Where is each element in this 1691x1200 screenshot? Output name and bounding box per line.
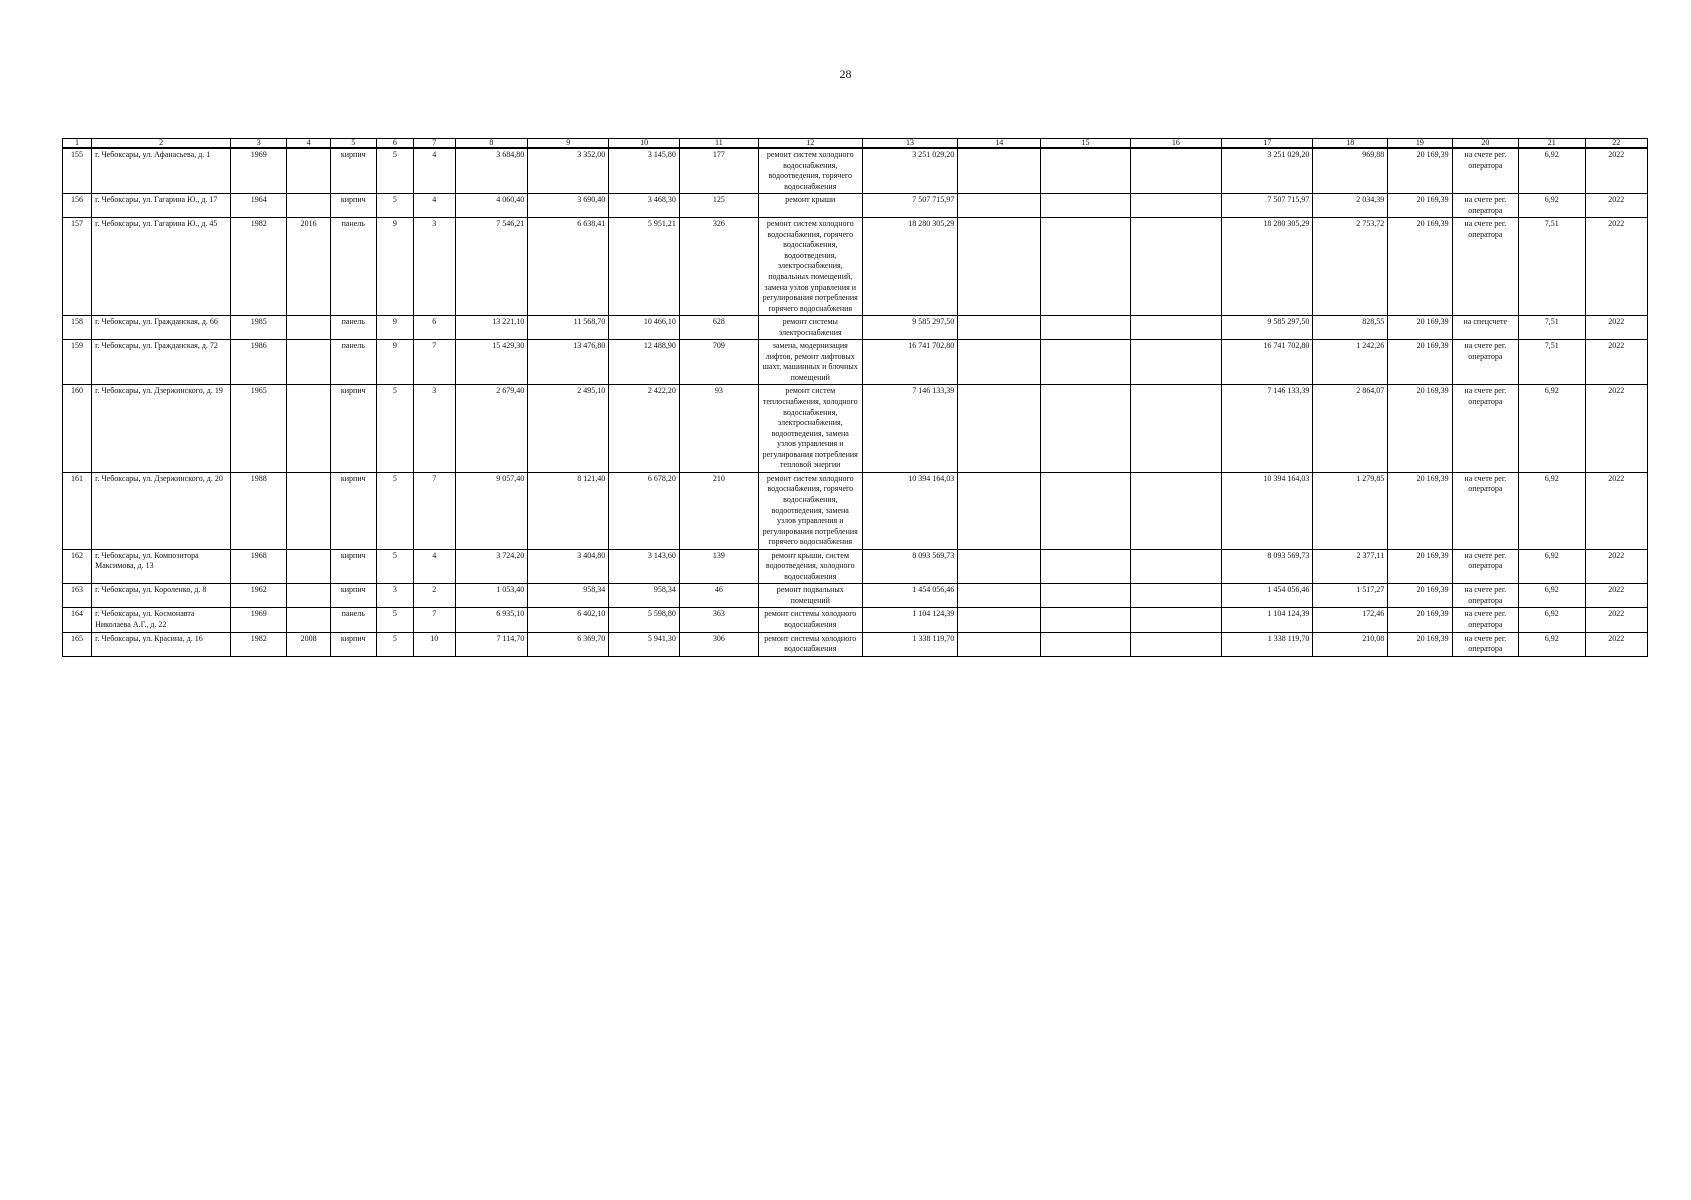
row-number-cell: 156	[63, 194, 92, 218]
wall-material-cell: кирпич	[330, 148, 376, 194]
address-cell: г. Чебоксары, ул. Афанасьева, д. 1	[92, 148, 231, 194]
address-cell: г. Чебоксары, ул. Композитора Максимова, д. 13	[92, 549, 231, 584]
empty-cell	[1130, 632, 1221, 656]
residential-area-cell: 3 143,60	[609, 549, 680, 584]
residents-cell: 628	[679, 316, 758, 340]
empty-cell	[958, 148, 1041, 194]
premises-area-cell: 6 369,70	[528, 632, 609, 656]
empty-cell	[958, 218, 1041, 316]
column-number-header: 2	[92, 139, 231, 149]
total-area-cell: 1 053,40	[455, 584, 528, 608]
empty-cell	[958, 608, 1041, 632]
plan-year-cell: 2022	[1585, 549, 1647, 584]
total-cost-cell: 1 104 124,39	[862, 608, 958, 632]
entrances-cell: 4	[414, 148, 456, 194]
wall-material-cell: кирпич	[330, 549, 376, 584]
total-area-cell: 4 060,40	[455, 194, 528, 218]
total-area-cell: 13 221,10	[455, 316, 528, 340]
owner-funds-cell: 8 093 569,73	[1222, 549, 1313, 584]
premises-area-cell: 8 121,40	[528, 472, 609, 549]
column-number-header: 15	[1041, 139, 1130, 149]
row-number-cell: 161	[63, 472, 92, 549]
plan-year-cell: 2022	[1585, 608, 1647, 632]
empty-cell	[1041, 148, 1130, 194]
unit-cost-cell: 210,08	[1313, 632, 1388, 656]
year-overhaul-cell: 2016	[287, 218, 331, 316]
year-overhaul-cell	[287, 472, 331, 549]
year-built-cell: 1968	[231, 549, 287, 584]
residential-area-cell: 10 466,10	[609, 316, 680, 340]
fund-source-cell: на счете рег. оператора	[1452, 194, 1518, 218]
residential-area-cell: 5 951,21	[609, 218, 680, 316]
address-cell: г. Чебоксары, ул. Дзержинского, д. 19	[92, 385, 231, 472]
wall-material-cell: кирпич	[330, 632, 376, 656]
table-row	[63, 472, 1648, 549]
plan-year-cell: 2022	[1585, 316, 1647, 340]
address-cell: г. Чебоксары, ул. Гражданская, д. 72	[92, 340, 231, 385]
total-cost-cell: 1 338 119,70	[862, 632, 958, 656]
owner-funds-cell: 3 251 029,20	[1222, 148, 1313, 194]
empty-cell	[958, 194, 1041, 218]
works-cell: ремонт крыши, систем водоотведения, холодного водоснабжения	[758, 549, 862, 584]
row-number-cell: 157	[63, 218, 92, 316]
row-number-cell: 165	[63, 632, 92, 656]
residents-cell: 125	[679, 194, 758, 218]
table-row	[63, 340, 1648, 385]
empty-cell	[1130, 194, 1221, 218]
floors-cell: 5	[376, 148, 413, 194]
table-row	[63, 385, 1648, 472]
owner-funds-cell: 1 454 056,46	[1222, 584, 1313, 608]
table-row	[63, 218, 1648, 316]
column-number-header: 21	[1519, 139, 1585, 149]
year-overhaul-cell	[287, 385, 331, 472]
year-built-cell: 1985	[231, 316, 287, 340]
premises-area-cell: 3 690,40	[528, 194, 609, 218]
year-built-cell: 1982	[231, 218, 287, 316]
plan-year-cell: 2022	[1585, 148, 1647, 194]
total-cost-cell: 7 146 133,39	[862, 385, 958, 472]
premises-area-cell: 3 404,80	[528, 549, 609, 584]
contribution-cell: 7,51	[1519, 316, 1585, 340]
max-unit-cost-cell: 20 169,39	[1388, 472, 1452, 549]
column-number-header: 8	[455, 139, 528, 149]
max-unit-cost-cell: 20 169,39	[1388, 194, 1452, 218]
empty-cell	[1130, 218, 1221, 316]
works-cell: ремонт систем теплоснабжения, холодного водоснабжения, электроснабжения, водоотведения, замена узлов управления и регулирования потребления тепловой энергии	[758, 385, 862, 472]
empty-cell	[1041, 472, 1130, 549]
entrances-cell: 6	[414, 316, 456, 340]
year-built-cell: 1965	[231, 385, 287, 472]
entrances-cell: 2	[414, 584, 456, 608]
table-row	[63, 194, 1648, 218]
fund-source-cell: на счете рег. оператора	[1452, 218, 1518, 316]
premises-area-cell: 2 495,10	[528, 385, 609, 472]
capital-repair-table	[62, 138, 1648, 657]
floors-cell: 5	[376, 472, 413, 549]
year-built-cell: 1988	[231, 472, 287, 549]
empty-cell	[958, 340, 1041, 385]
column-number-header: 1	[63, 139, 92, 149]
floors-cell: 5	[376, 608, 413, 632]
owner-funds-cell: 1 104 124,39	[1222, 608, 1313, 632]
total-cost-cell: 10 394 164,03	[862, 472, 958, 549]
total-area-cell: 7 546,21	[455, 218, 528, 316]
entrances-cell: 7	[414, 340, 456, 385]
plan-year-cell: 2022	[1585, 385, 1647, 472]
empty-cell	[1130, 316, 1221, 340]
residential-area-cell: 3 468,30	[609, 194, 680, 218]
year-built-cell: 1969	[231, 608, 287, 632]
column-number-header: 9	[528, 139, 609, 149]
max-unit-cost-cell: 20 169,39	[1388, 608, 1452, 632]
total-area-cell: 15 429,30	[455, 340, 528, 385]
contribution-cell: 7,51	[1519, 340, 1585, 385]
floors-cell: 5	[376, 194, 413, 218]
unit-cost-cell: 1 517,27	[1313, 584, 1388, 608]
fund-source-cell: на спецсчете	[1452, 316, 1518, 340]
year-overhaul-cell	[287, 194, 331, 218]
contribution-cell: 6,92	[1519, 148, 1585, 194]
empty-cell	[1130, 584, 1221, 608]
fund-source-cell: на счете рег. оператора	[1452, 340, 1518, 385]
page-number: 28	[839, 67, 852, 81]
year-overhaul-cell	[287, 340, 331, 385]
owner-funds-cell: 7 507 715,97	[1222, 194, 1313, 218]
max-unit-cost-cell: 20 169,39	[1388, 340, 1452, 385]
unit-cost-cell: 969,88	[1313, 148, 1388, 194]
fund-source-cell: на счете рег. оператора	[1452, 584, 1518, 608]
wall-material-cell: панель	[330, 608, 376, 632]
table-row	[63, 148, 1648, 194]
plan-year-cell: 2022	[1585, 584, 1647, 608]
floors-cell: 3	[376, 584, 413, 608]
total-cost-cell: 18 280 305,29	[862, 218, 958, 316]
total-cost-cell: 9 585 297,50	[862, 316, 958, 340]
contribution-cell: 6,92	[1519, 385, 1585, 472]
empty-cell	[1041, 194, 1130, 218]
unit-cost-cell: 828,55	[1313, 316, 1388, 340]
residential-area-cell: 5 598,80	[609, 608, 680, 632]
plan-year-cell: 2022	[1585, 472, 1647, 549]
column-number-header: 16	[1130, 139, 1221, 149]
works-cell: ремонт крыши	[758, 194, 862, 218]
residents-cell: 139	[679, 549, 758, 584]
total-cost-cell: 3 251 029,20	[862, 148, 958, 194]
premises-area-cell: 11 568,70	[528, 316, 609, 340]
residential-area-cell: 5 941,30	[609, 632, 680, 656]
empty-cell	[1130, 385, 1221, 472]
max-unit-cost-cell: 20 169,39	[1388, 632, 1452, 656]
works-cell: ремонт систем холодного водоснабжения, горячего водоснабжения, водоотведения, электроснабжения, подвальных помещений, замена узлов управления и регулирования потребления горячего водоснабжения	[758, 218, 862, 316]
entrances-cell: 4	[414, 549, 456, 584]
table-row	[63, 584, 1648, 608]
residential-area-cell: 958,34	[609, 584, 680, 608]
column-number-header: 3	[231, 139, 287, 149]
floors-cell: 5	[376, 549, 413, 584]
year-overhaul-cell	[287, 608, 331, 632]
empty-cell	[1041, 316, 1130, 340]
table-row	[63, 608, 1648, 632]
total-area-cell: 6 935,10	[455, 608, 528, 632]
works-cell: ремонт системы электроснабжения	[758, 316, 862, 340]
premises-area-cell: 6 638,41	[528, 218, 609, 316]
table-row	[63, 316, 1648, 340]
fund-source-cell: на счете рег. оператора	[1452, 632, 1518, 656]
fund-source-cell: на счете рег. оператора	[1452, 148, 1518, 194]
total-area-cell: 3 684,80	[455, 148, 528, 194]
unit-cost-cell: 1 242,26	[1313, 340, 1388, 385]
total-cost-cell: 7 507 715,97	[862, 194, 958, 218]
premises-area-cell: 3 352,00	[528, 148, 609, 194]
row-number-cell: 163	[63, 584, 92, 608]
residents-cell: 709	[679, 340, 758, 385]
row-number-cell: 160	[63, 385, 92, 472]
owner-funds-cell: 1 338 119,70	[1222, 632, 1313, 656]
wall-material-cell: панель	[330, 316, 376, 340]
year-built-cell: 1969	[231, 148, 287, 194]
row-number-cell: 158	[63, 316, 92, 340]
works-cell: ремонт систем холодного водоснабжения, водоотведения, горячего водоснабжения	[758, 148, 862, 194]
address-cell: г. Чебоксары, ул. Гагарина Ю., д. 17	[92, 194, 231, 218]
table-row	[63, 549, 1648, 584]
empty-cell	[1130, 608, 1221, 632]
empty-cell	[1130, 472, 1221, 549]
year-overhaul-cell	[287, 549, 331, 584]
wall-material-cell: панель	[330, 218, 376, 316]
address-cell: г. Чебоксары, ул. Гагарина Ю., д. 45	[92, 218, 231, 316]
entrances-cell: 7	[414, 472, 456, 549]
unit-cost-cell: 2 377,11	[1313, 549, 1388, 584]
empty-cell	[958, 472, 1041, 549]
year-built-cell: 1964	[231, 194, 287, 218]
address-cell: г. Чебоксары, ул. Космонавта Николаева А.Г., д. 22	[92, 608, 231, 632]
unit-cost-cell: 2 753,72	[1313, 218, 1388, 316]
empty-cell	[958, 584, 1041, 608]
column-number-header: 20	[1452, 139, 1518, 149]
address-cell: г. Чебоксары, ул. Короленко, д. 8	[92, 584, 231, 608]
works-cell: ремонт системы холодного водоснабжения	[758, 608, 862, 632]
plan-year-cell: 2022	[1585, 194, 1647, 218]
total-area-cell: 2 679,40	[455, 385, 528, 472]
residents-cell: 93	[679, 385, 758, 472]
residents-cell: 46	[679, 584, 758, 608]
column-number-header: 5	[330, 139, 376, 149]
empty-cell	[958, 632, 1041, 656]
floors-cell: 9	[376, 340, 413, 385]
total-cost-cell: 8 093 569,73	[862, 549, 958, 584]
owner-funds-cell: 9 585 297,50	[1222, 316, 1313, 340]
empty-cell	[1041, 385, 1130, 472]
column-number-header: 7	[414, 139, 456, 149]
column-number-header: 13	[862, 139, 958, 149]
floors-cell: 5	[376, 385, 413, 472]
works-cell: ремонт подвальных помещений	[758, 584, 862, 608]
max-unit-cost-cell: 20 169,39	[1388, 316, 1452, 340]
plan-year-cell: 2022	[1585, 340, 1647, 385]
unit-cost-cell: 172,46	[1313, 608, 1388, 632]
floors-cell: 9	[376, 218, 413, 316]
empty-cell	[1041, 549, 1130, 584]
entrances-cell: 3	[414, 385, 456, 472]
year-built-cell: 1986	[231, 340, 287, 385]
empty-cell	[1130, 340, 1221, 385]
floors-cell: 5	[376, 632, 413, 656]
works-cell: ремонт систем холодного водоснабжения, горячего водоснабжения, водоотведения, замена узлов управления и регулирования потребления горячего водоснабжения	[758, 472, 862, 549]
unit-cost-cell: 2 864,07	[1313, 385, 1388, 472]
residential-area-cell: 12 488,90	[609, 340, 680, 385]
residents-cell: 306	[679, 632, 758, 656]
plan-year-cell: 2022	[1585, 218, 1647, 316]
entrances-cell: 3	[414, 218, 456, 316]
unit-cost-cell: 2 034,39	[1313, 194, 1388, 218]
wall-material-cell: кирпич	[330, 194, 376, 218]
empty-cell	[1041, 584, 1130, 608]
owner-funds-cell: 10 394 164,03	[1222, 472, 1313, 549]
year-overhaul-cell	[287, 584, 331, 608]
address-cell: г. Чебоксары, ул. Дзержинского, д. 20	[92, 472, 231, 549]
empty-cell	[1041, 608, 1130, 632]
year-built-cell: 1982	[231, 632, 287, 656]
total-area-cell: 9 057,40	[455, 472, 528, 549]
column-number-header: 6	[376, 139, 413, 149]
residential-area-cell: 6 678,20	[609, 472, 680, 549]
column-number-header: 19	[1388, 139, 1452, 149]
total-cost-cell: 1 454 056,46	[862, 584, 958, 608]
address-cell: г. Чебоксары, ул. Гражданская, д. 66	[92, 316, 231, 340]
total-area-cell: 7 114,70	[455, 632, 528, 656]
fund-source-cell: на счете рег. оператора	[1452, 608, 1518, 632]
fund-source-cell: на счете рег. оператора	[1452, 472, 1518, 549]
row-number-cell: 162	[63, 549, 92, 584]
column-number-row	[63, 139, 1648, 149]
wall-material-cell: кирпич	[330, 472, 376, 549]
residential-area-cell: 3 145,80	[609, 148, 680, 194]
column-number-header: 10	[609, 139, 680, 149]
total-cost-cell: 16 741 702,80	[862, 340, 958, 385]
fund-source-cell: на счете рег. оператора	[1452, 385, 1518, 472]
contribution-cell: 6,92	[1519, 584, 1585, 608]
contribution-cell: 6,92	[1519, 632, 1585, 656]
empty-cell	[958, 549, 1041, 584]
wall-material-cell: панель	[330, 340, 376, 385]
premises-area-cell: 6 402,10	[528, 608, 609, 632]
address-cell: г. Чебоксары, ул. Красина, д. 16	[92, 632, 231, 656]
year-built-cell: 1962	[231, 584, 287, 608]
year-overhaul-cell	[287, 148, 331, 194]
row-number-cell: 155	[63, 148, 92, 194]
table-row	[63, 632, 1648, 656]
column-number-header: 22	[1585, 139, 1647, 149]
contribution-cell: 6,92	[1519, 608, 1585, 632]
residents-cell: 210	[679, 472, 758, 549]
contribution-cell: 6,92	[1519, 472, 1585, 549]
unit-cost-cell: 1 279,85	[1313, 472, 1388, 549]
empty-cell	[1130, 549, 1221, 584]
works-cell: ремонт системы холодного водоснабжения	[758, 632, 862, 656]
max-unit-cost-cell: 20 169,39	[1388, 385, 1452, 472]
owner-funds-cell: 16 741 702,80	[1222, 340, 1313, 385]
total-area-cell: 3 724,20	[455, 549, 528, 584]
residents-cell: 177	[679, 148, 758, 194]
empty-cell	[1130, 148, 1221, 194]
row-number-cell: 164	[63, 608, 92, 632]
wall-material-cell: кирпич	[330, 584, 376, 608]
empty-cell	[1041, 340, 1130, 385]
empty-cell	[1041, 218, 1130, 316]
year-overhaul-cell: 2008	[287, 632, 331, 656]
column-number-header: 17	[1222, 139, 1313, 149]
empty-cell	[1041, 632, 1130, 656]
entrances-cell: 10	[414, 632, 456, 656]
entrances-cell: 7	[414, 608, 456, 632]
max-unit-cost-cell: 20 169,39	[1388, 148, 1452, 194]
owner-funds-cell: 18 280 305,29	[1222, 218, 1313, 316]
column-number-header: 18	[1313, 139, 1388, 149]
empty-cell	[958, 385, 1041, 472]
plan-year-cell: 2022	[1585, 632, 1647, 656]
empty-cell	[958, 316, 1041, 340]
column-number-header: 11	[679, 139, 758, 149]
contribution-cell: 6,92	[1519, 549, 1585, 584]
max-unit-cost-cell: 20 169,39	[1388, 584, 1452, 608]
fund-source-cell: на счете рег. оператора	[1452, 549, 1518, 584]
max-unit-cost-cell: 20 169,39	[1388, 218, 1452, 316]
column-number-header: 14	[958, 139, 1041, 149]
premises-area-cell: 958,34	[528, 584, 609, 608]
year-overhaul-cell	[287, 316, 331, 340]
contribution-cell: 6,92	[1519, 194, 1585, 218]
wall-material-cell: кирпич	[330, 385, 376, 472]
floors-cell: 9	[376, 316, 413, 340]
column-number-header: 4	[287, 139, 331, 149]
entrances-cell: 4	[414, 194, 456, 218]
residential-area-cell: 2 422,20	[609, 385, 680, 472]
premises-area-cell: 13 476,80	[528, 340, 609, 385]
owner-funds-cell: 7 146 133,39	[1222, 385, 1313, 472]
contribution-cell: 7,51	[1519, 218, 1585, 316]
row-number-cell: 159	[63, 340, 92, 385]
max-unit-cost-cell: 20 169,39	[1388, 549, 1452, 584]
works-cell: замена, модернизация лифтов, ремонт лифтовых шахт, машинных и блочных помещений	[758, 340, 862, 385]
residents-cell: 326	[679, 218, 758, 316]
residents-cell: 363	[679, 608, 758, 632]
column-number-header: 12	[758, 139, 862, 149]
